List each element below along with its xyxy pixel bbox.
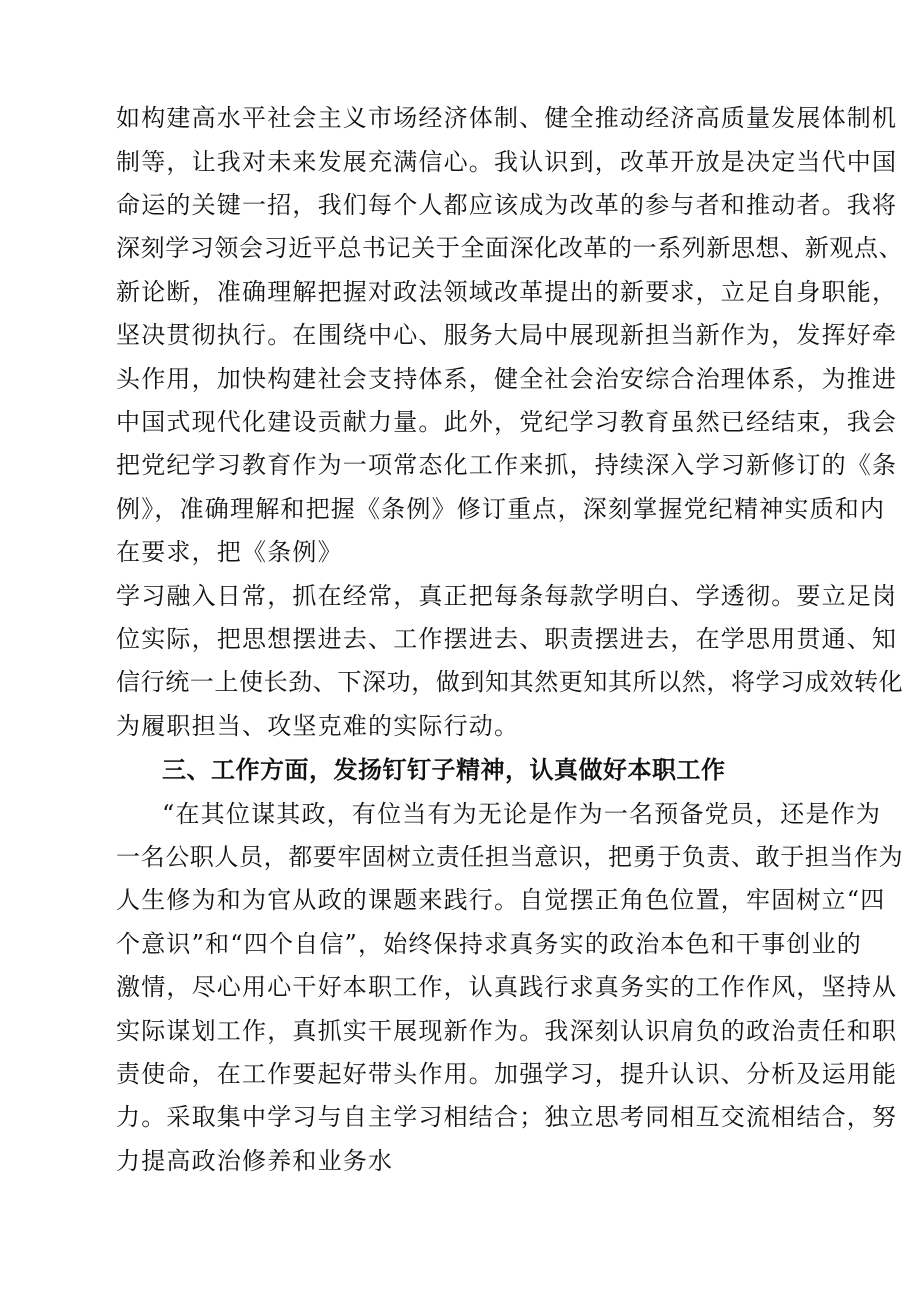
section-heading: 三、工作方面，发扬钉钉子精神，认真做好本职工作 bbox=[162, 756, 726, 784]
text-line: 实际谋划工作，真抓实干展现新作为。我深刻认识肩负的政治责任和职 bbox=[116, 1017, 898, 1045]
text-line: 把党纪学习教育作为一项常态化工作来抓，持续深入学习新修订的《条 bbox=[116, 451, 898, 479]
text-line: 深刻学习领会习近平总书记关于全面深化改革的一系列新思想、新观点、 bbox=[116, 234, 904, 262]
text-line: 信行统一上使长劲、下深功，做到知其然更知其所以然，将学习成效转化 bbox=[116, 668, 904, 696]
text-line: 为履职担当、攻坚克难的实际行动。 bbox=[116, 712, 520, 740]
text-line: 个意识”和“四个自信”，始终保持求真务实的政治本色和干事创业的 bbox=[116, 930, 863, 958]
text-line: 在要求，把《条例》 bbox=[116, 538, 343, 566]
text-line: 位实际，把思想摆进去、工作摆进去、职责摆进去，在学思用贯通、知 bbox=[116, 625, 898, 653]
text-line: 学习融入日常，抓在经常，真正把每条每款学明白、学透彻。要立足岗 bbox=[116, 582, 898, 610]
text-line: 激情，尽心用心干好本职工作，认真践行求真务实的工作作风，坚持从 bbox=[116, 973, 898, 1001]
text-line: 一名公职人员，都要牢固树立责任担当意识，把勇于负责、敢于担当作为 bbox=[116, 843, 904, 871]
text-line: 人生修为和为官从政的课题来践行。自觉摆正角色位置，牢固树立“四 bbox=[116, 886, 886, 914]
text-line: 力。采取集中学习与自主学习相结合；独立思考同相互交流相结合，努 bbox=[116, 1103, 898, 1131]
text-line: 责使命，在工作要起好带头作用。加强学习，提升认识、分析及运用能 bbox=[116, 1060, 898, 1088]
text-line: 力提高政治修养和业务水 bbox=[116, 1147, 394, 1175]
text-line: 新论断，准确理解把握对政法领域改革提出的新要求，立足自身职能， bbox=[116, 278, 898, 306]
text-line: 头作用，加快构建社会支持体系，健全社会治安综合治理体系，为推进 bbox=[116, 365, 898, 393]
text-line: 制等，让我对未来发展充满信心。我认识到，改革开放是决定当代中国 bbox=[116, 148, 898, 176]
text-line: 如构建高水平社会主义市场经济体制、健全推动经济高质量发展体制机 bbox=[116, 104, 898, 132]
text-line: 坚决贯彻执行。在围绕中心、服务大局中展现新担当新作为，发挥好牵 bbox=[116, 321, 898, 349]
text-line: 命运的关键一招，我们每个人都应该成为改革的参与者和推动者。我将 bbox=[116, 191, 898, 219]
text-line: 例》，准确理解和把握《条例》修订重点，深刻掌握党纪精神实质和内 bbox=[116, 495, 886, 523]
text-line: “在其位谋其政，有位当有为无论是作为一名预备党员，还是作为 bbox=[162, 800, 882, 828]
text-line: 中国式现代化建设贡献力量。此外，党纪学习教育虽然已经结束，我会 bbox=[116, 408, 898, 436]
